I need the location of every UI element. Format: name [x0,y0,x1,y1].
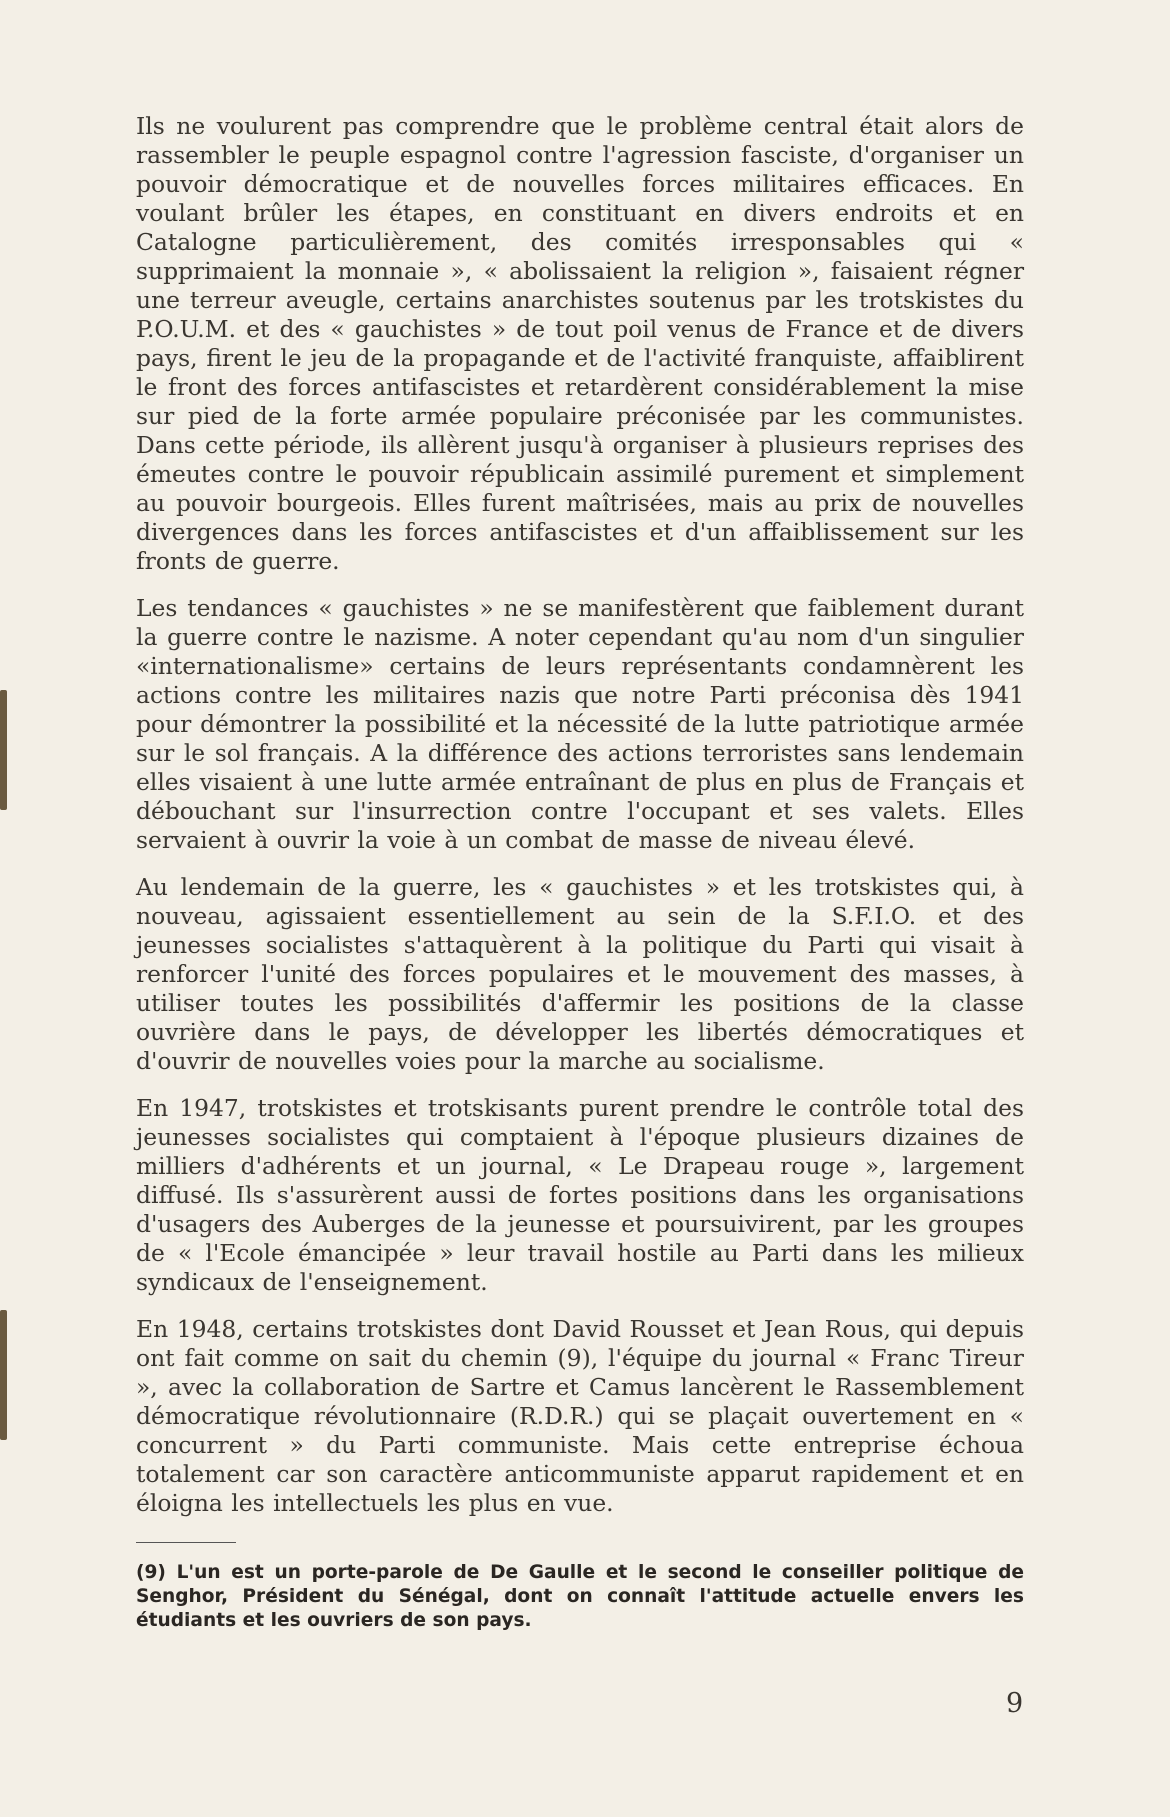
page-body [136,112,1024,1633]
paragraph-2: Les tendances « gauchistes » ne se manifestèrent que faiblement durant la guerre contre le nazisme. A noter cependant qu'au nom d'un singulier «internationalisme» certains de leurs représentants condamnèrent les actions contre les militaires nazis que notre Parti préconisa dès 1941 pour démontrer la possibilité et la nécessité de la lutte patriotique armée sur le sol français. A la différence des actions terroristes sans lendemain elles visaient à une lutte armée entraînant de plus en plus de Français et débouchant sur l'insurrection contre l'occupant et ses valets. Elles servaient à ouvrir la voie à un combat de masse de niveau élevé. [136,594,1024,854]
binding-mark-top [0,690,7,810]
footnote: (9) L'un est un porte-parole de De Gaulle et le second le conseiller politique de Senghor, Président du Sénégal, dont on connaît l'attitude actuelle envers les étudiants et les ouvriers de son pays. [136,1562,1024,1631]
paragraph-3: Au lendemain de la guerre, les « gauchistes » et les trotskistes qui, à nouveau, agissaient essentiellement au sein de la S.F.I.O. et des jeunesses socialistes s'attaquèrent à la politique du Parti qui visait à renforcer l'unité des forces populaires et le mouvement des masses, à utiliser toutes les possibilités d'affermir les positions de la classe ouvrière dans le pays, de développer les libertés démocratiques et d'ouvrir de nouvelles voies pour la marche au socialisme. [136,873,1024,1075]
binding-mark-bottom [0,1310,7,1440]
paragraph-1: Ils ne voulurent pas comprendre que le problème central était alors de rassembler le peuple espagnol contre l'agression fasciste, d'organiser un pouvoir démocratique et de nouvelles forces militaires efficaces. En voulant brûler les étapes, en constituant en divers endroits et en Catalogne particulièrement, des comités irresponsables qui « supprimaient la monnaie », « abolissaient la religion », faisaient régner une terreur aveugle, certains anarchistes soutenus par les trotskistes du P.O.U.M. et des « gauchistes » de tout poil venus de France et de divers pays, firent le jeu de la propagande et de l'activité franquiste, affaiblirent le front des forces antifascistes et retardèrent considérablement la mise sur pied de la forte armée populaire préconisée par les communistes. Dans cette période, ils allèrent jusqu'à organiser à plusieurs reprises des émeutes contre le pouvoir républicain assimilé purement et simplement au pouvoir bourgeois. Elles furent maîtrisées, mais au prix de nouvelles divergences dans les forces antifascistes et d'un affaiblissement sur les fronts de guerre. [136,112,1024,575]
paragraph-5: En 1948, certains trotskistes dont David Rousset et Jean Rous, qui depuis ont fait comme on sait du chemin (9), l'équipe du journal « Franc Tireur », avec la collaboration de Sartre et Camus lancèrent le Rassemblement démocratique révolutionnaire (R.D.R.) qui se plaçait ouvertement en « concurrent » du Parti communiste. Mais cette entreprise échoua totalement car son caractère anticommuniste apparut rapidement et en éloigna les intellectuels les plus en vue. [136,1315,1024,1517]
paragraph-4: En 1947, trotskistes et trotskisants purent prendre le contrôle total des jeunesses socialistes qui comptaient à l'époque plusieurs dizaines de milliers d'adhérents et un journal, « Le Drapeau rouge », largement diffusé. Ils s'assurèrent aussi de fortes positions dans les organisations d'usagers des Auberges de la jeunesse et poursuivirent, par les groupes de « l'Ecole émancipée » leur travail hostile au Parti dans les milieux syndicaux de l'enseignement. [136,1094,1024,1296]
page-number: 9 [1006,1688,1024,1719]
footnote-divider [136,1542,236,1543]
